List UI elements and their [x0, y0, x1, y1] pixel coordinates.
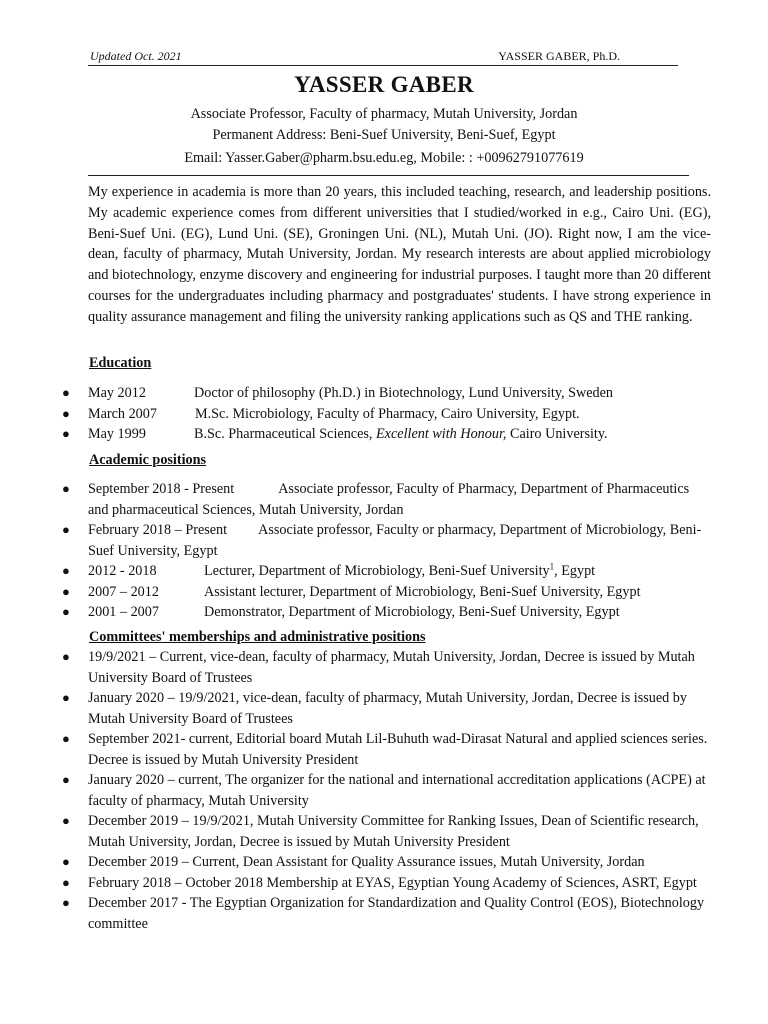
academic-text: Lecturer, Department of Microbiology, Beni-Suef University: [204, 563, 550, 579]
committee-text: September 2021- current, Editorial board Mutah Lil-Buhuth wad-Dirasat Natural and applied sciences series. Decree is issued by Mutah University President: [88, 731, 708, 768]
committee-item: [62, 893, 711, 934]
bullet-icon: ●: [62, 649, 70, 664]
education-list: [62, 383, 711, 445]
academic-date: September 2018 - Present: [88, 481, 235, 497]
committee-text: December 2019 – 19/9/2021, Mutah University Committee for Ranking Issues, Dean of Scientific research, Mutah University, Jordan, Decree is issued by Mutah University President: [88, 813, 699, 850]
running-name: YASSER GABER, Ph.D.: [498, 49, 620, 63]
committee-item: [62, 811, 711, 852]
academic-list: [62, 479, 711, 623]
academic-text-tail: , Egypt: [554, 563, 596, 579]
education-text-tail: Cairo University.: [506, 426, 608, 442]
education-heading: Education: [89, 355, 152, 371]
committee-item: [62, 647, 711, 688]
summary-paragraph: My experience in academia is more than 20 years, this included teaching, research, and leadership positions. My academic experience comes from different universities that I studied/worked in e.g., Cairo Uni. (EG), Beni-Suef Uni. (EG), Lund Uni. (SE), Groningen Uni. (NL), Mutah Uni. (JO). Right now, I am the vice-dean, faculty of pharmacy, Mutah University, Jordan. My research interests are about applied microbiology and biotechnology, enzyme discovery and engineering for industrial purposes. I taught more than 20 different courses for the undergraduates including pharmacy and postgraduates' students. I have strong experience in quality assurance management and filing the university ranking applications such as QS and THE ranking.: [88, 184, 711, 325]
footnote-marker: 1: [549, 561, 555, 572]
header-divider: [88, 175, 689, 176]
committee-text: February 2018 – October 2018 Membership at EYAS, Egyptian Young Academy of Sciences, ASRT, Egypt: [88, 874, 697, 891]
bullet-icon: ●: [62, 854, 70, 869]
academic-date: 2001 – 2007: [88, 604, 159, 620]
committee-item: [62, 770, 711, 811]
bullet-icon: ●: [62, 481, 70, 496]
committees-heading: Committees' memberships and administrative positions: [89, 629, 426, 645]
bullet-icon: ●: [62, 874, 70, 890]
academic-item: [62, 520, 711, 561]
address-line: Permanent Address: Beni-Suef University, Beni-Suef, Egypt: [212, 127, 556, 143]
bullet-icon: ●: [62, 426, 70, 441]
academic-date: February 2018 – Present: [88, 522, 228, 538]
bullet-icon: ●: [62, 385, 70, 400]
education-item: [62, 383, 711, 404]
education-date: March 2007: [88, 405, 157, 422]
academic-heading: Academic positions: [89, 452, 207, 468]
academic-text: Assistant lecturer, Department of Microbiology, Beni-Suef University, Egypt: [204, 583, 641, 600]
committee-text: 19/9/2021 – Current, vice-dean, faculty of pharmacy, Mutah University, Jordan, Decree is issued by Mutah University Board of Trustees: [88, 649, 695, 686]
education-honour: Excellent with Honour,: [376, 426, 507, 442]
email-mobile-line: Email: Yasser.Gaber@pharm.bsu.edu.eg, Mobile: : +00962791077619: [184, 150, 584, 166]
bullet-icon: ●: [62, 731, 70, 746]
committee-text: January 2020 – 19/9/2021, vice-dean, faculty of pharmacy, Mutah University, Jordan, Decree is issued by Mutah University Board of Trustees: [88, 690, 687, 727]
education-text: Doctor of philosophy (Ph.D.) in Biotechnology, Lund University, Sweden: [194, 385, 614, 401]
committee-text: December 2017 - The Egyptian Organization for Standardization and Quality Control (EOS), Biotechnology committee: [88, 895, 705, 932]
education-date: May 2012: [88, 385, 146, 401]
bullet-icon: ●: [62, 690, 70, 705]
bullet-icon: ●: [62, 604, 70, 619]
academic-date: 2012 - 2018: [88, 563, 157, 579]
academic-item: [62, 582, 711, 603]
bullet-icon: ●: [62, 405, 70, 421]
updated-date: Updated Oct. 2021: [90, 49, 182, 63]
academic-item: [62, 602, 711, 623]
bullet-icon: ●: [62, 583, 70, 599]
education-text: M.Sc. Microbiology, Faculty of Pharmacy, Cairo University, Egypt.: [195, 405, 580, 422]
bullet-icon: ●: [62, 772, 70, 787]
committee-text: January 2020 – current, The organizer for the national and international accreditation applications (ACPE) at faculty of pharmacy, Mutah University: [88, 772, 706, 809]
running-header: [88, 49, 678, 66]
academic-text: Demonstrator, Department of Microbiology, Beni-Suef University, Egypt: [204, 604, 620, 620]
cv-name: YASSER GABER: [294, 72, 474, 97]
education-item: [62, 424, 711, 445]
bullet-icon: ●: [62, 813, 70, 828]
committee-item: [62, 873, 711, 894]
education-item: [62, 404, 711, 425]
committees-list: [62, 647, 711, 934]
committee-text: December 2019 – Current, Dean Assistant for Quality Assurance issues, Mutah University, Jordan: [88, 854, 645, 870]
education-text: B.Sc. Pharmaceutical Sciences,: [194, 426, 377, 442]
academic-item: [62, 561, 711, 582]
bullet-icon: ●: [62, 563, 70, 578]
academic-text: Associate professor, Faculty or pharmacy, Department of Microbiology, Beni-Suef University, Egypt: [88, 522, 702, 559]
committee-item: [62, 852, 711, 873]
academic-date: 2007 – 2012: [88, 583, 159, 600]
bullet-icon: ●: [62, 522, 70, 537]
committee-item: [62, 729, 711, 770]
bullet-icon: ●: [62, 895, 70, 910]
position-line: Associate Professor, Faculty of pharmacy, Mutah University, Jordan: [190, 106, 578, 122]
academic-item: [62, 479, 711, 520]
education-date: May 1999: [88, 426, 146, 442]
committee-item: [62, 688, 711, 729]
academic-text: Associate professor, Faculty of Pharmacy, Department of Pharmaceutics and pharmaceutical Sciences, Mutah University, Jordan: [88, 481, 690, 518]
